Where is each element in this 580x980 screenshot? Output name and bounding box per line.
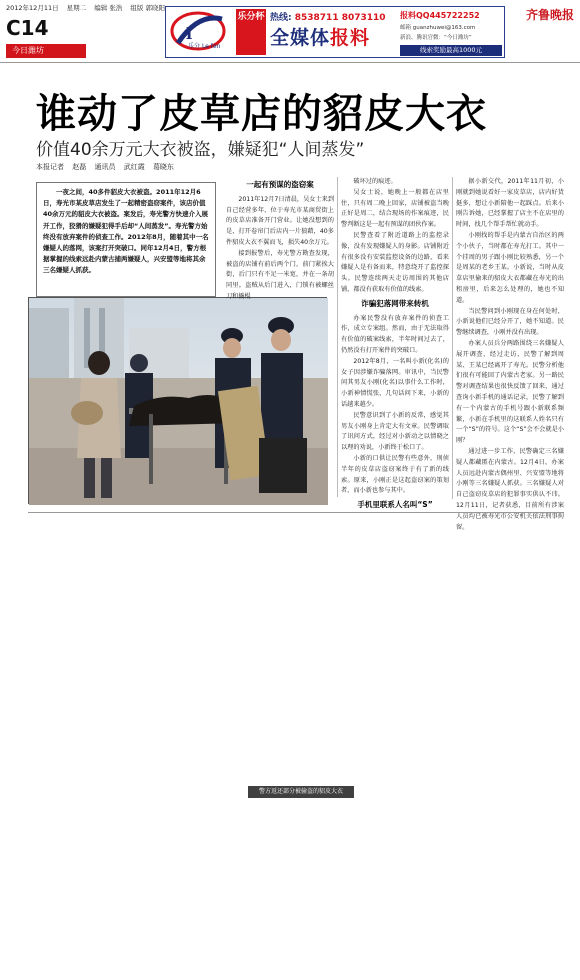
ad-email: 邮箱 guanzhuwei@163.com <box>400 25 476 31</box>
paragraph: 2012年8月，一名叫小新(化名)的女子因涉嫌诈骗落网。审讯中，当民警问其男友小刚(化名)以事什么工作时，小新神情慌张，几句话问下来，小新的话越来越少。 <box>341 357 449 408</box>
paragraph: 破坏过的痕迹。 <box>353 178 397 185</box>
column-subheading: 一起有预谋的盗窃案 <box>246 180 314 189</box>
lead-paragraph: 一夜之间，40多件貂皮大衣被盗。2011年12月6日，寿光市某皮草店发生了一起精密盗窃案件，该店价值40余万元的貂皮大衣被盗。案发后，寿光警方快速介入展开工作，狡猾的嫌疑犯得手后却“人间蒸发”。寿光警方始终没有放弃案件的侦查工作。2012年8月，随着其中一名嫌疑人的落网，该案打开突破口。同年12月4日，警方根据掌握的线索远赴内蒙古捕两嫌疑人，兴安盟等地将其余三名嫌疑人抓获。 <box>36 182 216 297</box>
article-headline: 谁动了皮草店的貂皮大衣 <box>36 90 487 137</box>
paragraph: 吴女士说，她晚上一般都在店里住，只有周二晚上回家，店铺被盗当晚正好是周二，结合现场的作案痕迹，民警判断这是一起有预谋的团伙作案。 <box>341 188 449 229</box>
article-bottom-rule <box>28 512 564 513</box>
article-subhead: 价值40余万元大衣被盗，嫌疑犯“人间蒸发” <box>36 140 365 160</box>
ad-weibo: 新浪、腾讯官微：“今日潍坊” <box>400 35 472 41</box>
paragraph: 民警查看了附近道路上的监控录像，没有发现嫌疑人的身影。店铺附近有很多没有安装监控设备的边路，看来嫌疑人是有备而来，特意绕开了监控探头。民警连续两天走访周围的其他店铺，都没有获取有价值的线索。 <box>341 231 449 293</box>
paragraph: 民警意识到了小新的反常，感觉其男友小刚身上肯定大有文章。民警调取了讯问方式，经过对小新动之以情晓之以理的劝说，小新终于松口了。 <box>341 411 449 452</box>
ad-logo-label: 乐分 Le fen <box>188 43 221 50</box>
column-subheading: 诈骗犯落网带来转机 <box>361 298 429 308</box>
svg-text:l: l <box>186 24 193 43</box>
newspaper-brand: 齐鲁晚报 <box>525 8 574 22</box>
photo-caption: 警方返还部分被偷盗的貂皮大衣 <box>248 786 354 798</box>
paragraph: 办案民警没有放弃案件的侦查工作，成立专案组。然而，由于无法取得有价值的破案线索，半年时间过去了，仍然没有打开案件的突破口。 <box>341 314 449 354</box>
column-subheading: 手机里联系人名叫“S” <box>357 500 433 510</box>
article-column-1 <box>226 177 335 300</box>
page-number: C14 <box>6 16 49 40</box>
ad-hotline: 热线: 8538711 8073110 <box>270 13 386 23</box>
paragraph: 办案人员兵分两路围绕三名嫌疑人展开调查，经过走访，民警了解到周某、王某已经离开了寿光。民警分析他们很有可能回了内蒙古老家。另一路民警对调查结果也很快反馈了回来，通过查询小新手机的通话记录，民警了解到有一个内蒙古的手机号跟小新联系频繁，小新在手机里的这联系人姓名只有一个“S”的符号。这个“S”会不会就是小刚？ <box>456 339 564 445</box>
photo-illustration <box>29 298 328 505</box>
page-meta <box>6 3 171 12</box>
column-divider <box>337 177 338 497</box>
paragraph: 接到报警后，寿光警方勘查发现，被盗的店铺有前后两个门，前门紧挨大街，后门只有不足一米宽，并在一条胡同里。盗贼从后门进入，门锁有被螺丝刀和撬棍 <box>226 249 334 300</box>
print-date: 2012年12月11日 <box>6 4 59 12</box>
editor-credit: 编辑 张浩 <box>94 4 123 12</box>
article-column-2 <box>341 177 449 510</box>
section-tab: 今日潍坊 <box>6 44 86 58</box>
byline: 本报记者 赵磊 通讯员 武红霞 葛晓东 <box>36 163 174 171</box>
ad-reward: 线索奖励最高1000元 <box>400 45 502 56</box>
paragraph: 小刚找的帮手是内蒙古自治区的两个小伙子，当时都在寿光打工。其中一个挂周的男子跟小刚比较熟悉，另一个是周某的老乡王某。小新说，当时从皮草店里偷来的貂皮大衣都藏在寿光的出租房里，后来怎么处理的，她也不知道。 <box>456 231 564 304</box>
print-weekday: 星期二 <box>66 4 87 12</box>
ad-red-block: 乐分杯 <box>236 9 266 55</box>
paragraph: 通过进一步工作，民警确定三名嫌疑人都藏匿在内蒙古。12月4日，办案人员远赴内蒙古偶州里、兴安盟等地将小刚等三名嫌疑人抓获。三名嫌疑人对自己盗窃皮草店的犯罪事实供认不讳。12月11日，记者获悉，目前所有涉案人员均已被寿光市公安机关依法刑事拘留。 <box>456 447 564 531</box>
paragraph: 当民警问到小刚现在身在何处时，小新说他们已经分开了，她不知道。民警继续调查，小刚并没有出现。 <box>456 307 564 337</box>
paragraph: 据小新交代，2011年11月初，小刚就到她说看好一家皮草店，店内好货挺多，想让小新陪他一起踩点。后来小刚告诉她，已经掌握了店主不在店里的时间，找几个帮手帮忙就动手。 <box>456 178 564 229</box>
ad-headline: 全媒体报料 <box>270 27 371 49</box>
ad-qq: 报料QQ445722252 <box>400 11 480 20</box>
news-photo <box>28 297 343 795</box>
ad-banner <box>165 6 505 58</box>
paragraph: 小新的口供让民警有些意外，刑侦半年的皮草店盗窃案终于有了新的线索。原来，小刚正是这起盗窃案的策划者，而小新也参与其中。 <box>341 454 449 495</box>
header-rule <box>0 62 580 63</box>
article-column-3 <box>456 177 564 531</box>
column-divider <box>452 177 453 499</box>
designer-credit: 组版 郭晓阳 <box>130 4 165 12</box>
paragraph: 2011年12月7日清晨，吴女士来到自己经营多年、位于寿光市某商贸街上的皮草店准备开门营业。让她没想到的是，打开卷帘门后店内一片狼藉，40多件貂皮大衣不翼而飞，损失40余万元。 <box>226 195 335 246</box>
